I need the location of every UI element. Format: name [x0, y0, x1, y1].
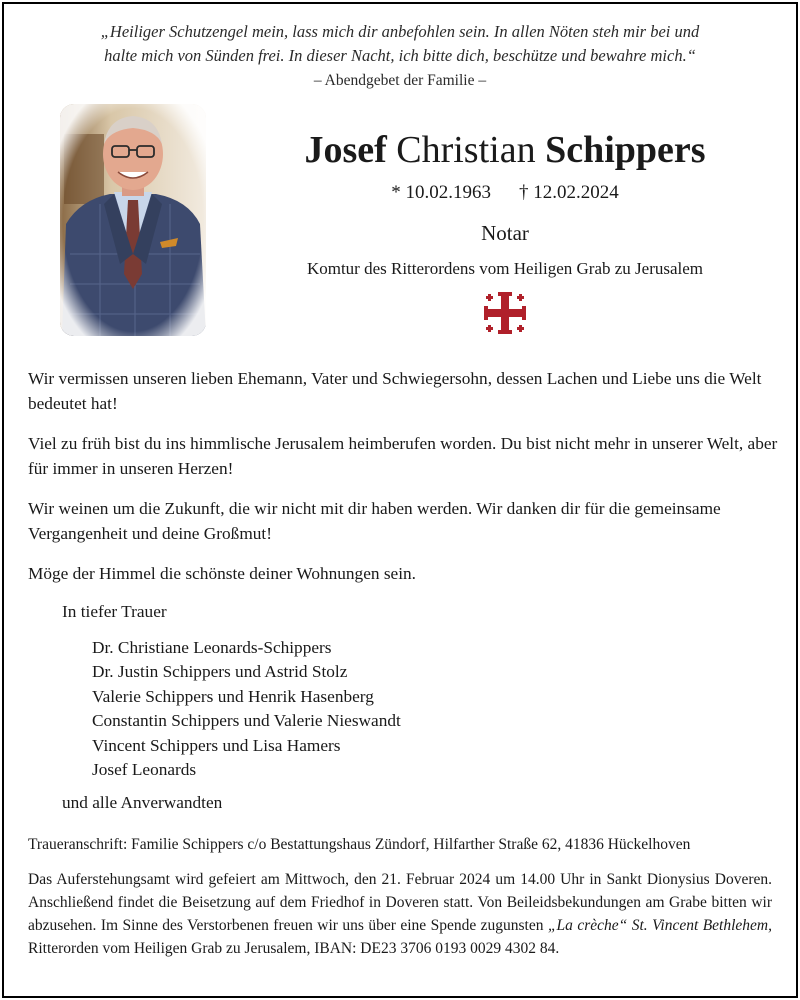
- mourner-name: Valerie Schippers und Henrik Hasenberg: [92, 686, 374, 706]
- order-title: Komtur des Ritterordens vom Heiligen Grab zu Jerusalem: [306, 259, 704, 278]
- mourner-name: Dr. Christiane Leonards-Schippers: [92, 638, 332, 657]
- paragraph-3: Wir weinen um die Zukunft, die wir nicht mit dir haben werden. Wir danken dir für die gemeinsame Vergangenheit und deine Großmut!: [28, 499, 721, 543]
- portrait-photo: [60, 104, 206, 336]
- charity-name: „La crèche“ St. Vincent Bethlehem,: [547, 917, 772, 934]
- mourner-name: Dr. Justin Schippers und Astrid Stolz: [92, 662, 348, 682]
- last-name: Schippers: [545, 129, 706, 171]
- paragraph-2: Viel zu früh bist du ins himmlische Jerusalem heimberufen worden. Du bist nicht mehr in unserer Welt, aber für immer in unseren Herzen!: [28, 434, 778, 478]
- quote-source: – Abendgebet der Familie –: [313, 72, 487, 89]
- mourner-list: [92, 636, 401, 782]
- middle-name: Christian: [396, 129, 536, 171]
- quote-line-1: „Heiliger Schutzengel mein, lass mich dir anbefohlen sein. In allen Nöten steh mir bei und: [100, 22, 700, 41]
- life-dates: [210, 182, 800, 204]
- mourning-closing: und alle Anverwandten: [62, 793, 223, 812]
- mourner-name: Vincent Schippers und Lisa Hamers: [92, 735, 341, 755]
- prayer-quote: [40, 20, 760, 68]
- mourning-address: Traueranschrift: Familie Schippers c/o Bestattungshaus Zündorf, Hilfarther Straße 62, 41836 Hückelhoven: [28, 836, 691, 853]
- service-details: [28, 868, 772, 960]
- service-text-end: Ritterorden vom Heiligen Grab zu Jerusalem, IBAN: DE23 3706 0193 0029 4302 84.: [28, 940, 560, 957]
- deceased-name: [210, 126, 800, 174]
- jerusalem-cross-icon: [482, 290, 528, 336]
- portrait-illustration: [60, 104, 206, 336]
- birth-date: * 10.02.1963: [391, 182, 491, 203]
- paragraph-1: Wir vermissen unseren lieben Ehemann, Vater und Schwiegersohn, dessen Lachen und Liebe uns die Welt bedeutet hat!: [28, 369, 762, 413]
- mourning-heading: In tiefer Trauer: [62, 602, 167, 621]
- jerusalem-cross-icon: [482, 290, 528, 336]
- paragraph-4: Möge der Himmel die schönste deiner Wohnungen sein.: [28, 564, 416, 583]
- obituary-text: [28, 366, 778, 601]
- death-date: † 12.02.2024: [519, 182, 619, 203]
- service-text: Das Auferstehungsamt wird gefeiert am Mittwoch, den 21. Februar 2024 um 14.00 Uhr in Sankt Dionysius Doveren. Anschließend findet die Beisetzung auf dem Friedhof in Doveren statt. Von Beileidsbekundungen am Grabe bitten wir abzusehen. Im Sinne des Verstorbenen freuen wir uns über eine Spende zugunsten: [28, 871, 772, 934]
- quote-line-2: halte mich von Sünden frei. In dieser Nacht, ich bitte dich, beschütze und bewahre mich.“: [104, 46, 696, 65]
- profession: Notar: [481, 221, 529, 245]
- mourner-name: Constantin Schippers und Valerie Nieswandt: [92, 711, 401, 731]
- first-name: Josef: [304, 129, 387, 171]
- mourner-name: Josef Leonards: [92, 760, 197, 780]
